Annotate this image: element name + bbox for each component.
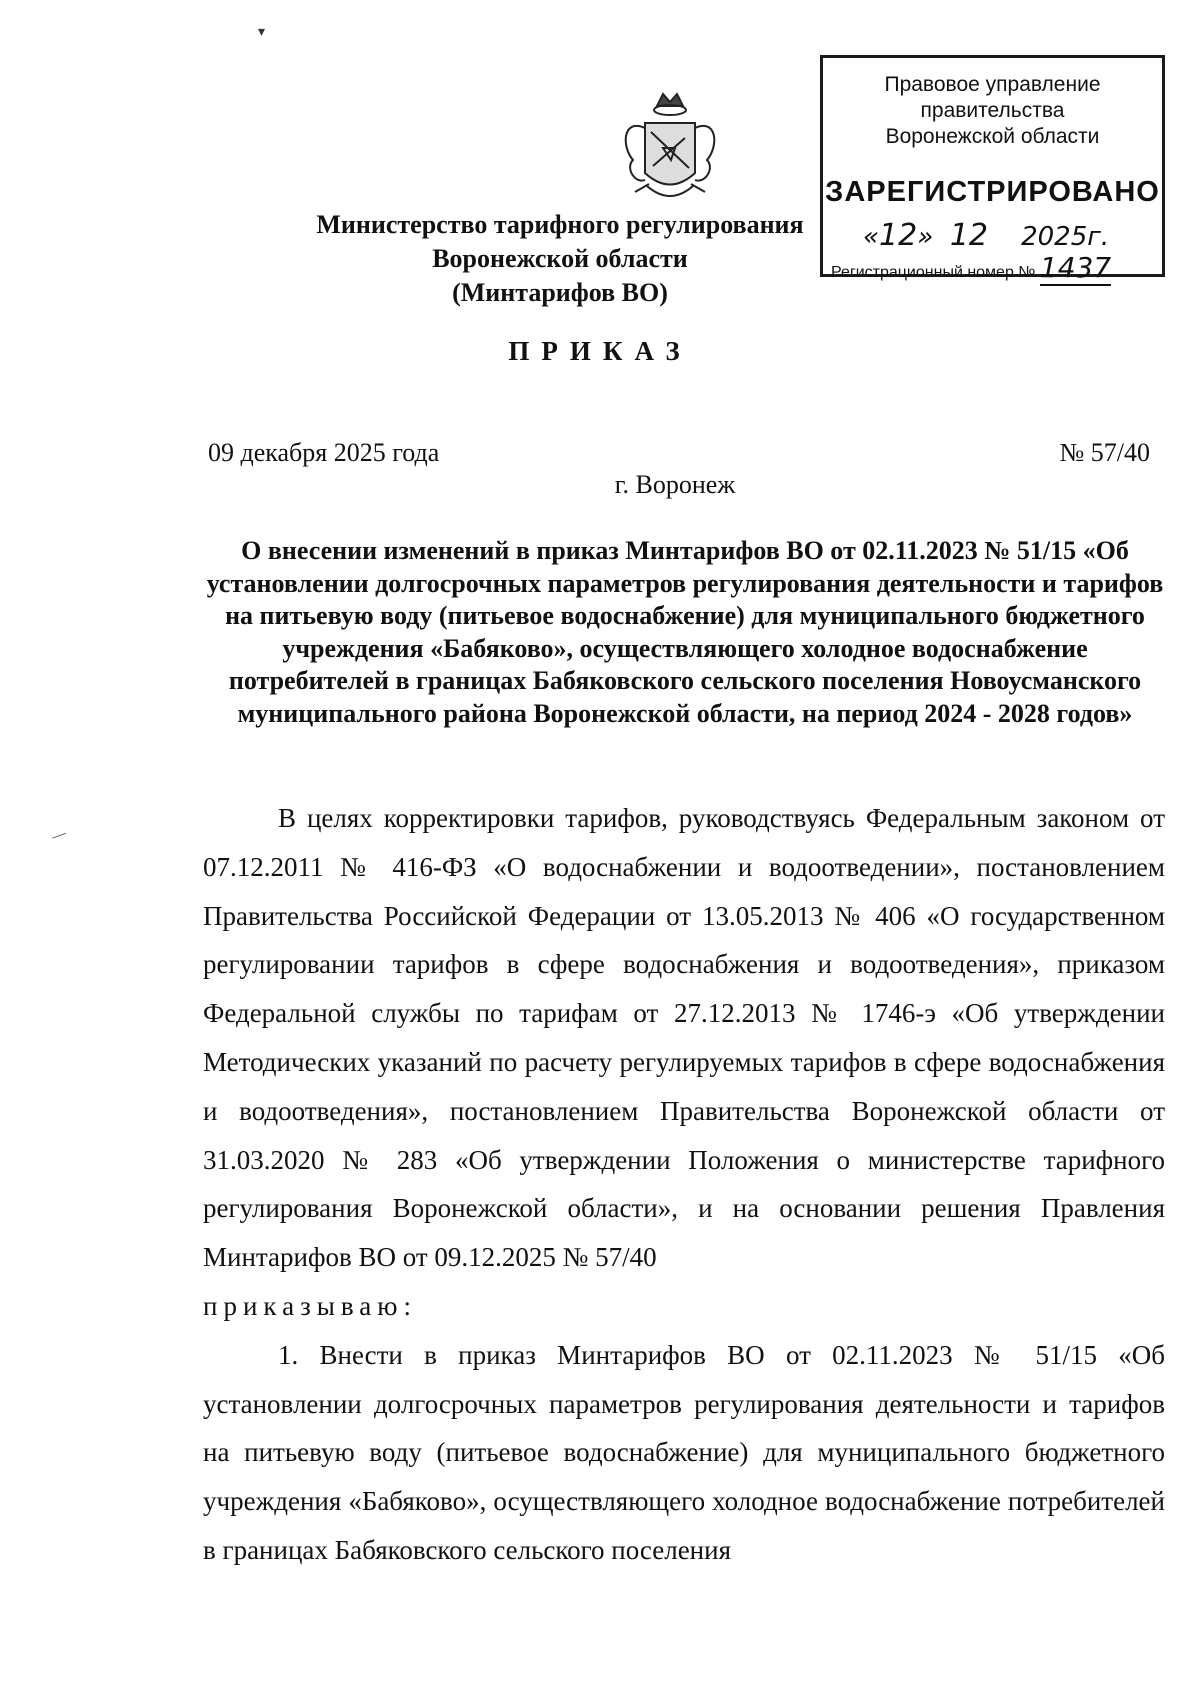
stamp-month: 12: [949, 218, 988, 253]
document-type: ПРИКАЗ: [508, 336, 692, 366]
document-number: № 57/40: [1059, 438, 1150, 467]
document-date: 09 декабря 2025 года: [208, 438, 440, 467]
stamp-number-label: Регистрационный номер №: [831, 264, 1036, 281]
document-heading: О внесении изменений в приказ Минтарифов ВО от 02.11.2023 № 51/15 «Об установлении долгосрочных параметров регулирования деятельности и тарифов на питьевую воду (питьевое водоснабжение) для муниципального бюджетного учреждения «Бабяково», осуществляющего холодное водоснабжение потребителей в границах Бабяковского сельского поселения Новоусманского муниципального района Воронежской области, на период 2024 - 2028 годов»: [206, 536, 1164, 728]
stamp-registered: ЗАРЕГИСТРИРОВАНО: [825, 176, 1160, 208]
ministry-line-2: Воронежской области: [432, 244, 688, 273]
item-1-paragraph: 1. Внести в приказ Минтарифов ВО от 02.11.2023 № 51/15 «Об установлении долгосрочных параметров регулирования деятельности и тарифов на питьевую воду (питьевое водоснабжение) для муниципального бюджетного учреждения «Бабяково», осуществляющего холодное водоснабжение потребителей в границах Бабяковского сельского поселения: [203, 1339, 1165, 1565]
order-word: приказываю:: [203, 1290, 417, 1321]
stamp-date: «12» 12 2025г.: [863, 218, 1110, 253]
document-body: [203, 794, 1165, 1575]
document-city: г. Воронеж: [614, 470, 736, 499]
ministry-line-3: (Минтарифов ВО): [452, 278, 668, 307]
scan-speck: ▾: [258, 25, 266, 40]
stamp-year: 2025: [1021, 222, 1088, 252]
scan-mark: —: [49, 826, 68, 845]
ministry-name: [300, 208, 820, 310]
stamp-line-1: Правовое управление правительства: [884, 73, 1101, 122]
stamp-number: [831, 251, 1111, 284]
preamble-paragraph: В целях корректировки тарифов, руководствуясь Федеральным законом от 07.12.2011 № 416-ФЗ «О водоснабжении и водоотведении», постановлением Правительства Российской Федерации от 13.05.2013 № 406 «О государственном регулировании тарифов в сфере водоснабжения и водоотведения», приказом Федеральной службы по тарифам от 27.12.2013 № 1746-э «Об утверждении Методических указаний по расчету регулируемых тарифов в сфере водоснабжения и водоотведения», постановлением Правительства Воронежской области от 31.03.2020 № 283 «Об утверждении Положения о министерстве тарифного регулирования Воронежской области», и на основании решения Правления Минтарифов ВО от 09.12.2025 № 57/40: [203, 803, 1165, 1273]
stamp-number-value: 1437: [1039, 251, 1112, 284]
stamp-line-2: Воронежской области: [885, 125, 1100, 148]
registration-stamp: [820, 55, 1165, 284]
stamp-day: 12: [879, 218, 918, 253]
ministry-line-1: Министерство тарифного регулирования: [316, 210, 804, 239]
voronezh-coat-of-arms-icon: [615, 88, 725, 213]
